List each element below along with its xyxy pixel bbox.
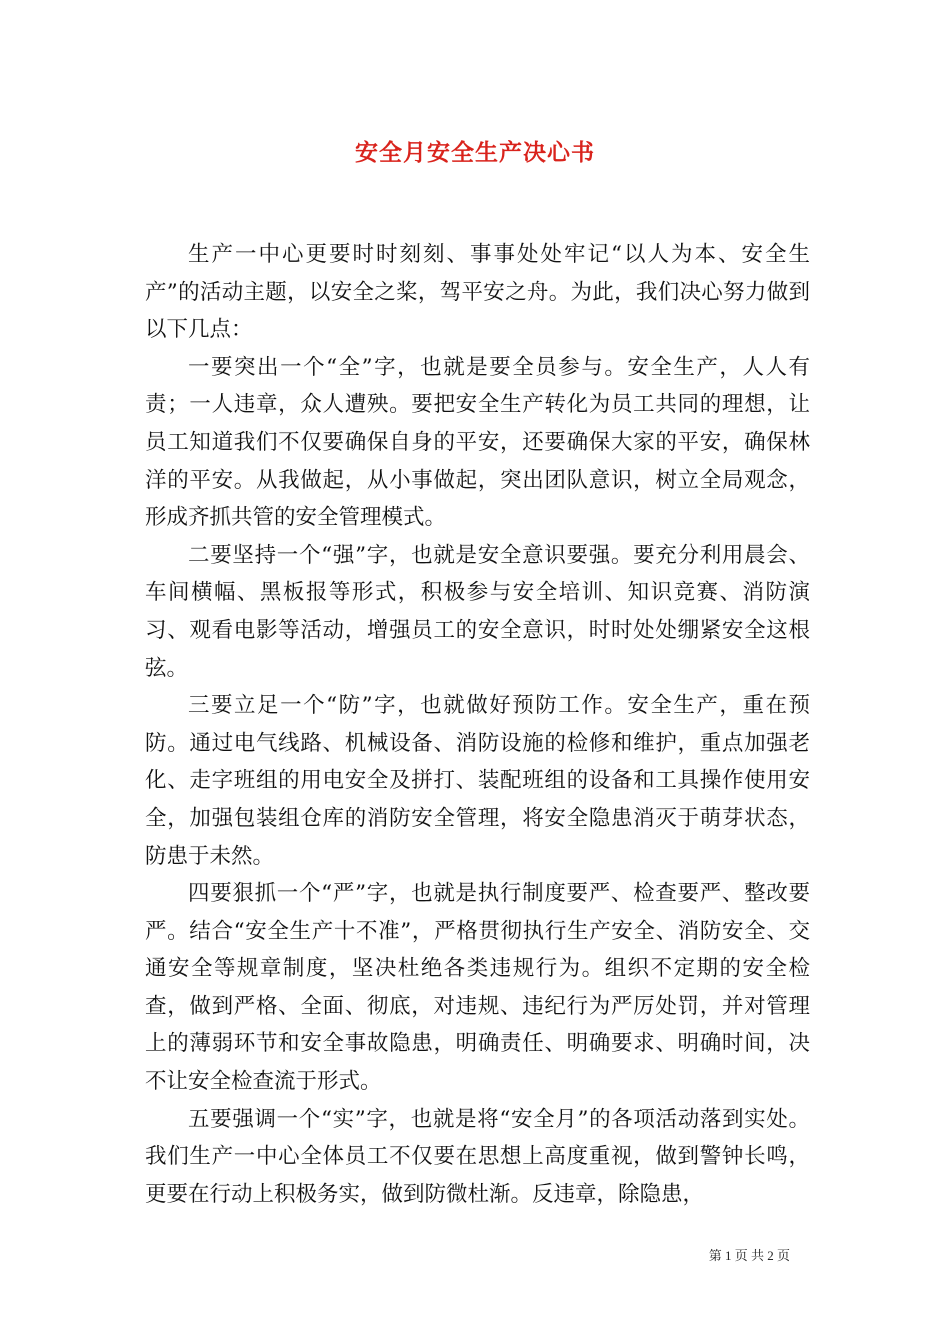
- paragraph-point-1: 一要突出一个“全”字，也就是要全员参与。安全生产，人人有责；一人违章，众人遭殃。要把安全生产转化为员工共同的理想，让员工知道我们不仅要确保自身的平安，还要确保大家的平安，确保林洋的平安。从我做起，从小事做起，突出团队意识，树立全局观念，形成齐抓共管的安全管理模式。: [145, 354, 810, 531]
- paragraph-point-4: 四要狠抓一个“严”字，也就是执行制度要严、检查要严、整改要严。结合“安全生产十不准”，严格贯彻执行生产安全、消防安全、交通安全等规章制度，坚决杜绝各类违规行为。组织不定期的安全检查，做到严格、全面、彻底，对违规、违纪行为严厉处罚，并对管理上的薄弱环节和安全事故隐患，明确责任、明确要求、明确时间，决不让安全检查流于形式。: [145, 881, 810, 1095]
- page-number-footer: 第 1 页 共 2 页: [708, 1248, 790, 1263]
- paragraph-point-5: 五要强调一个“实”字，也就是将“安全月”的各项活动落到实处。我们生产一中心全体员工不仅要在思想上高度重视，做到警钟长鸣，更要在行动上积极务实，做到防微杜渐。反违章，除隐患，: [145, 1106, 810, 1207]
- paragraph-point-3: 三要立足一个“防”字，也就做好预防工作。安全生产，重在预防。通过电气线路、机械设备、消防设施的检修和维护，重点加强老化、走字班组的用电安全及拼打、装配班组的设备和工具操作使用安全，加强包装组仓库的消防安全管理，将安全隐患消灭于萌芽状态，防患于未然。: [145, 693, 810, 869]
- paragraph-point-2: 二要坚持一个“强”字，也就是安全意识要强。要充分利用晨会、车间横幅、黑板报等形式，积极参与安全培训、知识竞赛、消防演习、观看电影等活动，增强员工的安全意识，时时处处绷紧安全这根弦。: [145, 542, 810, 681]
- document-title: 安全月安全生产决心书: [355, 139, 595, 166]
- document-body: [145, 236, 810, 1213]
- paragraph-intro: 生产一中心更要时时刻刻、事事处处牢记“以人为本、安全生产”的活动主题，以安全之桨，驾平安之舟。为此，我们决心努力做到以下几点：: [145, 242, 810, 343]
